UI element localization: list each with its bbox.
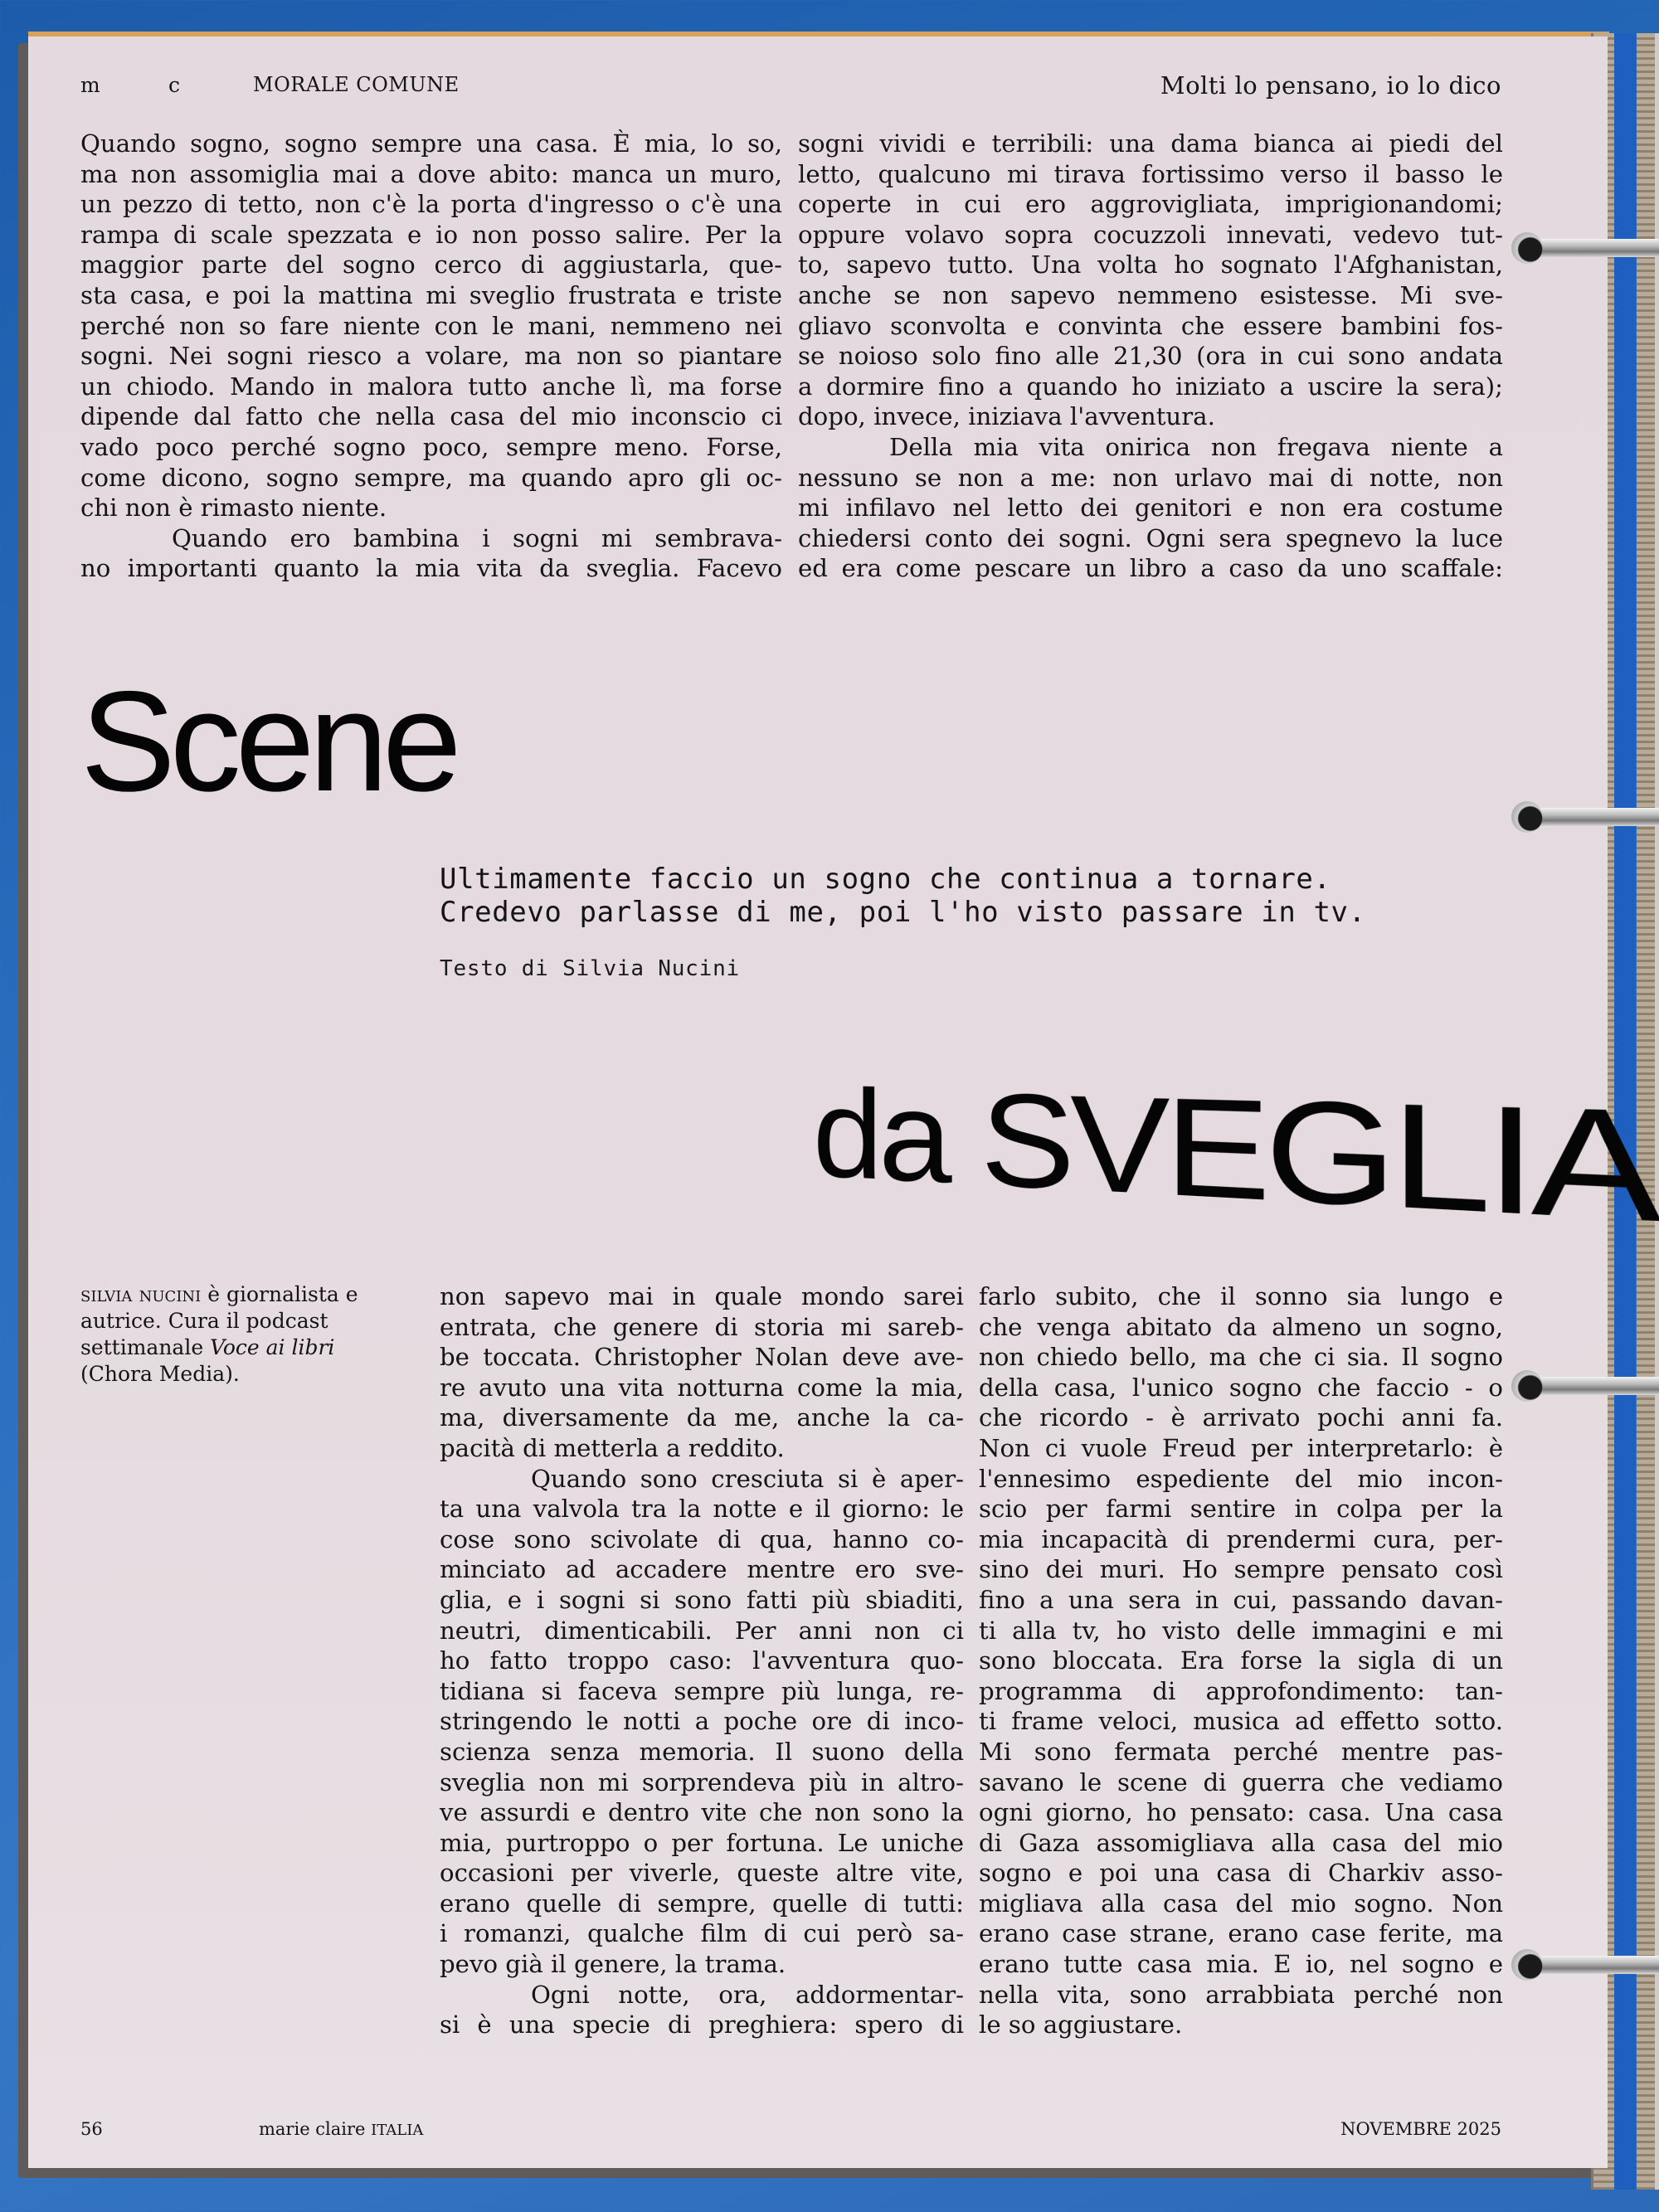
bio-text-2: (Chora Media). — [80, 1362, 240, 1386]
text-line: vado poco perché sogno poco, sempre meno. Forse, — [80, 432, 782, 461]
text-line: savano le scene di guerra che vediamo — [979, 1767, 1503, 1796]
logo-m: m — [80, 73, 101, 97]
text-line: erano case strane, erano case ferite, ma — [979, 1919, 1503, 1948]
text-line: Della mia vita onirica non fregava niente a — [889, 432, 1503, 461]
deck-line-1: Ultimamente faccio un sogno che continua a tornare. — [440, 863, 1331, 896]
text-line: sogni. Nei sogni riesco a volare, ma non so piantare — [80, 342, 782, 371]
text-line: no importanti quanto la mia vita da sveglia. Facevo — [80, 554, 782, 583]
text-line: Mi sono fermata perché mentre pas- — [979, 1737, 1503, 1766]
binder-ring — [1511, 1949, 1659, 1981]
text-line: le so aggiustare. — [979, 2010, 1183, 2039]
text-line: ta una valvola tra la notte e il giorno: le — [440, 1495, 964, 1524]
text-line: un pezzo di tetto, non c'è la porta d'ingresso o c'è una — [80, 190, 782, 219]
author-name: silvia nucini — [80, 1282, 202, 1307]
text-line: scienza senza memoria. Il suono della — [440, 1737, 964, 1766]
magazine-suffix: ITALIA — [371, 2122, 424, 2139]
text-line: migliava alla casa del mio sogno. Non — [979, 1889, 1503, 1918]
deck — [440, 863, 1366, 929]
text-line: ti alla tv, ho visto delle immagini e mi — [979, 1616, 1503, 1645]
text-line: neutri, dimenticabili. Per anni non ci — [440, 1616, 964, 1645]
text-line: scio per farmi sentire in colpa per la — [979, 1495, 1503, 1524]
text-line: gliavo sconvolta e convinta che essere bambini fos- — [798, 311, 1503, 340]
text-line: ma non assomiglia mai a dove abito: manca un muro, — [80, 159, 782, 188]
logo-c: c — [168, 73, 181, 97]
text-line: letto, qualcuno mi tirava fortissimo verso il basso le — [798, 159, 1503, 188]
text-line: sono bloccata. Era forse la sigla di un — [979, 1646, 1503, 1675]
text-line: Quando sogno, sogno sempre una casa. È mia, lo so, — [80, 129, 782, 158]
text-line: sino dei muri. Ho sempre pensato così — [979, 1555, 1503, 1584]
binder-ring — [1511, 1370, 1659, 1402]
text-line: Quando sono cresciuta si è aper- — [531, 1464, 964, 1493]
text-line: nessuno se non a me: non urlavo mai di notte, non — [798, 463, 1503, 492]
text-line: i romanzi, qualche film di cui però sa- — [440, 1919, 964, 1948]
text-line: entrata, che genere di storia mi sareb- — [440, 1312, 964, 1341]
text-line: nella vita, sono arrabbiata perché non — [979, 1980, 1503, 2009]
text-line: dipende dal fatto che nella casa del mio inconscio ci — [80, 402, 782, 431]
bio-text-1: è giornalista e autrice. Cura il podcast settimanale — [80, 1282, 358, 1359]
column-title: Molti lo pensano, io lo dico — [1160, 71, 1501, 100]
text-line: non chiedo bello, ma che ci sia. Il sogno — [979, 1343, 1503, 1372]
text-line: dopo, invece, iniziava l'avventura. — [798, 402, 1215, 431]
text-line: maggior parte del sogno cerco di aggiustarla, que- — [80, 250, 782, 280]
text-line: di Gaza assomigliava alla casa del mio — [979, 1828, 1503, 1857]
text-line: ti frame veloci, musica ad effetto sotto. — [979, 1707, 1503, 1736]
text-line: erano quelle di sempre, quelle di tutti: — [440, 1889, 964, 1918]
text-line: che ricordo - è arrivato pochi anni fa. — [979, 1403, 1503, 1432]
headline-part1: Scene — [80, 662, 456, 821]
byline: Testo di Silvia Nucini — [440, 956, 740, 981]
text-line: sveglia non mi sorprendeva più in altro- — [440, 1767, 964, 1796]
author-bio — [80, 1281, 396, 1388]
text-line: farlo subito, che il sonno sia lungo e — [979, 1282, 1503, 1310]
headline-part2: da SVEGLIA — [813, 1062, 1656, 1255]
text-line: Non ci vuole Freud per interpretarlo: è — [979, 1433, 1503, 1462]
text-line: pevo già il genere, la trama. — [440, 1950, 786, 1979]
podcast-title: Voce ai libri — [210, 1335, 335, 1359]
text-line: chi non è rimasto niente. — [80, 493, 387, 523]
text-line: sta casa, e poi la mattina mi sveglio frustrata e triste — [80, 280, 782, 309]
text-line: se noioso solo fino alle 21,30 (ora in cui sono andata — [798, 342, 1503, 371]
bottom-column-right — [979, 1281, 1503, 2040]
text-line: ho fatto troppo caso: l'avventura quo- — [440, 1646, 964, 1675]
text-line: erano tutte casa mia. E io, nel sogno e — [979, 1950, 1503, 1979]
text-line: mia, purtroppo o per fortuna. Le uniche — [440, 1828, 964, 1857]
text-line: ogni giorno, ho pensato: casa. Una casa — [979, 1798, 1503, 1827]
text-line: occasioni per viverle, queste altre vite, — [440, 1859, 964, 1888]
text-line: mi infilavo nel letto dei genitori e non era costume — [798, 493, 1503, 523]
text-line: come dicono, sogno sempre, ma quando apro gli oc- — [80, 463, 782, 492]
text-line: ve assurdi e dentro vite che non sono la — [440, 1798, 964, 1827]
section-label: MORALE COMUNE — [253, 73, 460, 96]
issue-date: NOVEMBRE 2025 — [1340, 2119, 1501, 2139]
text-line: glia, e i sogni si sono fatti più sbiaditi, — [440, 1585, 964, 1614]
text-line: Quando ero bambina i sogni mi sembrava- — [172, 523, 782, 552]
text-line: mia incapacità di prendermi cura, per- — [979, 1524, 1503, 1553]
text-line: to, sapevo tutto. Una volta ho sognato l'Afghanistan, — [798, 250, 1503, 280]
text-line: rampa di scale spezzata e io non posso salire. Per la — [80, 220, 782, 249]
deck-line-2: Credevo parlasse di me, poi l'ho visto passare in tv. — [440, 896, 1366, 929]
text-line: l'ennesimo espediente del mio incon- — [979, 1464, 1503, 1493]
text-line: della casa, l'unico sogno che faccio - o — [979, 1373, 1503, 1402]
text-line: Ogni notte, ora, addormentar- — [531, 1980, 964, 2009]
text-line: non sapevo mai in quale mondo sarei — [440, 1282, 964, 1310]
text-line: cose sono scivolate di qua, hanno co- — [440, 1524, 964, 1553]
text-line: anche se non sapevo nemmeno esistesse. Mi sve- — [798, 280, 1503, 309]
bottom-column-middle — [440, 1281, 964, 2040]
text-line: si è una specie di preghiera: spero di — [440, 2010, 964, 2039]
text-line: ed era come pescare un libro a caso da uno scaffale: — [798, 554, 1503, 583]
text-line: programma di approfondimento: tan- — [979, 1676, 1503, 1705]
text-line: fino a una sera in cui, passando davan- — [979, 1585, 1503, 1614]
text-line: chiedersi conto dei sogni. Ogni sera spegnevo la luce — [798, 523, 1503, 552]
text-line: re avuto una vita notturna come la mia, — [440, 1373, 964, 1402]
text-line: coperte in cui ero aggrovigliata, imprigionandomi; — [798, 190, 1503, 219]
page-number: 56 — [80, 2119, 103, 2139]
text-line: che venga abitato da almeno un sogno, — [979, 1312, 1503, 1341]
text-line: sogni vividi e terribili: una dama bianca ai piedi del — [798, 129, 1503, 158]
text-line: stringendo le notti a poche ore di inco- — [440, 1707, 964, 1736]
binder-ring — [1511, 801, 1659, 833]
top-column-right — [798, 129, 1503, 584]
text-line: minciato ad accadere mentre ero sve- — [440, 1555, 964, 1584]
magazine-name — [259, 2119, 423, 2139]
text-line: ma, diversamente da me, anche la ca- — [440, 1403, 964, 1432]
text-line: pacità di metterla a reddito. — [440, 1433, 785, 1462]
top-column-left — [80, 129, 782, 584]
binder-ring — [1511, 232, 1659, 264]
text-line: un chiodo. Mando in malora tutto anche lì, ma forse — [80, 372, 782, 401]
text-line: be toccata. Christopher Nolan deve ave- — [440, 1343, 964, 1372]
text-line: a dormire fino a quando ho iniziato a uscire la sera); — [798, 372, 1503, 401]
text-line: oppure volavo sopra cocuzzoli innevati, vedevo tut- — [798, 220, 1503, 249]
text-line: perché non so fare niente con le mani, nemmeno nei — [80, 311, 782, 340]
text-line: sogno e poi una casa di Charkiv asso- — [979, 1859, 1503, 1888]
text-line: tidiana si faceva sempre più lunga, re- — [440, 1676, 964, 1705]
magazine-title: marie claire — [259, 2119, 366, 2139]
